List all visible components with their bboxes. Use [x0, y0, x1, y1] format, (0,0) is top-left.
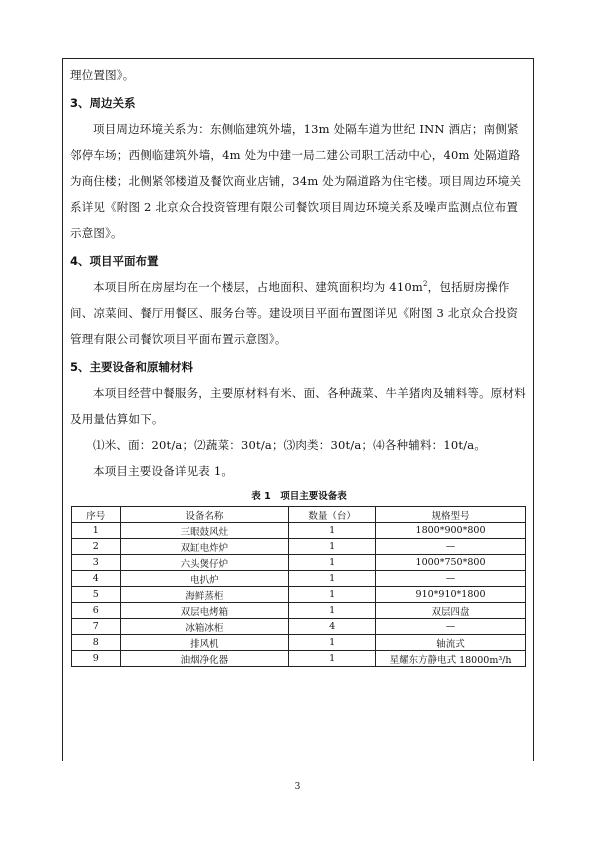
- table-cell: 1: [289, 523, 376, 539]
- table-cell: 1: [289, 539, 376, 555]
- table-row: [72, 539, 526, 555]
- section-4-heading: 4、项目平面布置: [70, 254, 159, 268]
- section-4-paragraph: [70, 274, 528, 352]
- table-cell: 1: [289, 603, 376, 619]
- table-cell: 1: [72, 523, 121, 539]
- table-cell: 双缸电炸炉: [120, 539, 289, 555]
- table-cell: 冰箱冰柜: [120, 619, 289, 635]
- table-cell: 1: [289, 651, 376, 667]
- header-cell: 序号: [72, 507, 121, 523]
- table-cell: 5: [72, 587, 121, 603]
- equipment-table: [71, 506, 526, 667]
- table-cell: 轴流式: [376, 635, 526, 651]
- table-cell: 1000*750*800: [376, 555, 526, 571]
- table-cell: 910*910*1800: [376, 587, 526, 603]
- table-row: [72, 651, 526, 667]
- header-cell: 设备名称: [120, 507, 289, 523]
- table-cell: 4: [72, 571, 121, 587]
- table-cell: —: [376, 619, 526, 635]
- table-caption: 表 1 项目主要设备表: [251, 491, 347, 502]
- table-cell: 星耀东方静电式 18000m³/h: [376, 651, 526, 667]
- table-cell: 三眼鼓风灶: [120, 523, 289, 539]
- continued-text: 理位置图》。: [70, 68, 135, 82]
- table-cell: —: [376, 571, 526, 587]
- table-cell: 9: [72, 651, 121, 667]
- table-row: [72, 571, 526, 587]
- table-header-row: [72, 507, 526, 523]
- table-cell: 8: [72, 635, 121, 651]
- table-cell: 1: [289, 587, 376, 603]
- table-row: [72, 603, 526, 619]
- section-5-paragraph-2: ⑴米、面：20t/a；⑵蔬菜：30t/a；⑶肉类：30t/a；⑷各种辅料：10t/a。: [93, 438, 487, 452]
- table-cell: 1800*900*800: [376, 523, 526, 539]
- table-cell: 双层电烤箱: [120, 603, 289, 619]
- section-4-text-b: ，包括厨房操作间、凉菜间、餐厅用餐区、服务台等。建设项目平面布置图详见《附图 3 北京众合投资管理有限公司餐饮项目平面布置示意图》。: [70, 280, 519, 346]
- table-cell: 六头煲仔炉: [120, 555, 289, 571]
- section-5-heading: 5、主要设备和原辅材料: [70, 360, 194, 374]
- page-number: 3: [294, 782, 301, 792]
- area-unit-superscript: 2: [423, 280, 428, 289]
- table-cell: 电扒炉: [120, 571, 289, 587]
- table-body: [72, 523, 526, 667]
- table-cell: 6: [72, 603, 121, 619]
- table-cell: 3: [72, 555, 121, 571]
- section-4-text-a: 本项目所在房屋均在一个楼层，占地面积、建筑面积均为 410m: [93, 280, 424, 294]
- table-row: [72, 523, 526, 539]
- table-cell: 排风机: [120, 635, 289, 651]
- table-row: [72, 635, 526, 651]
- table-cell: 油烟净化器: [120, 651, 289, 667]
- table-cell: 海鲜蒸柜: [120, 587, 289, 603]
- header-cell: 规格型号: [376, 507, 526, 523]
- header-cell: 数量（台）: [289, 507, 376, 523]
- table-row: [72, 619, 526, 635]
- section-3-paragraph: 项目周边环境关系为：东侧临建筑外墙，13m 处隔车道为世纪 INN 酒店；南侧紧邻停车场；西侧临建筑外墙，4m 处为中建一局二建公司职工活动中心，40m 处隔道路为商住楼；北侧紧邻楼道及餐饮商业店铺，34m 处为隔道路为住宅楼。项目周边环境关系详见《附图 2 北京众合投资管理有限公司餐饮项目周边环境关系及噪声监测点位布置示意图》。: [70, 122, 522, 240]
- table-cell: 双层四盘: [376, 603, 526, 619]
- table-cell: 1: [289, 635, 376, 651]
- table-cell: 1: [289, 555, 376, 571]
- table-row: [72, 555, 526, 571]
- table-cell: 4: [289, 619, 376, 635]
- table-cell: 2: [72, 539, 121, 555]
- document-body: [70, 62, 528, 667]
- table-cell: —: [376, 539, 526, 555]
- section-3-heading: 3、周边关系: [70, 96, 136, 110]
- section-5-paragraph-1: 本项目经营中餐服务，主要原材料有米、面、各种蔬菜、牛羊猪肉及辅料等。原材料及用量估算如下。: [70, 386, 526, 426]
- table-cell: 7: [72, 619, 121, 635]
- table-cell: 1: [289, 571, 376, 587]
- table-row: [72, 587, 526, 603]
- section-5-paragraph-3: 本项目主要设备详见表 1。: [93, 464, 234, 478]
